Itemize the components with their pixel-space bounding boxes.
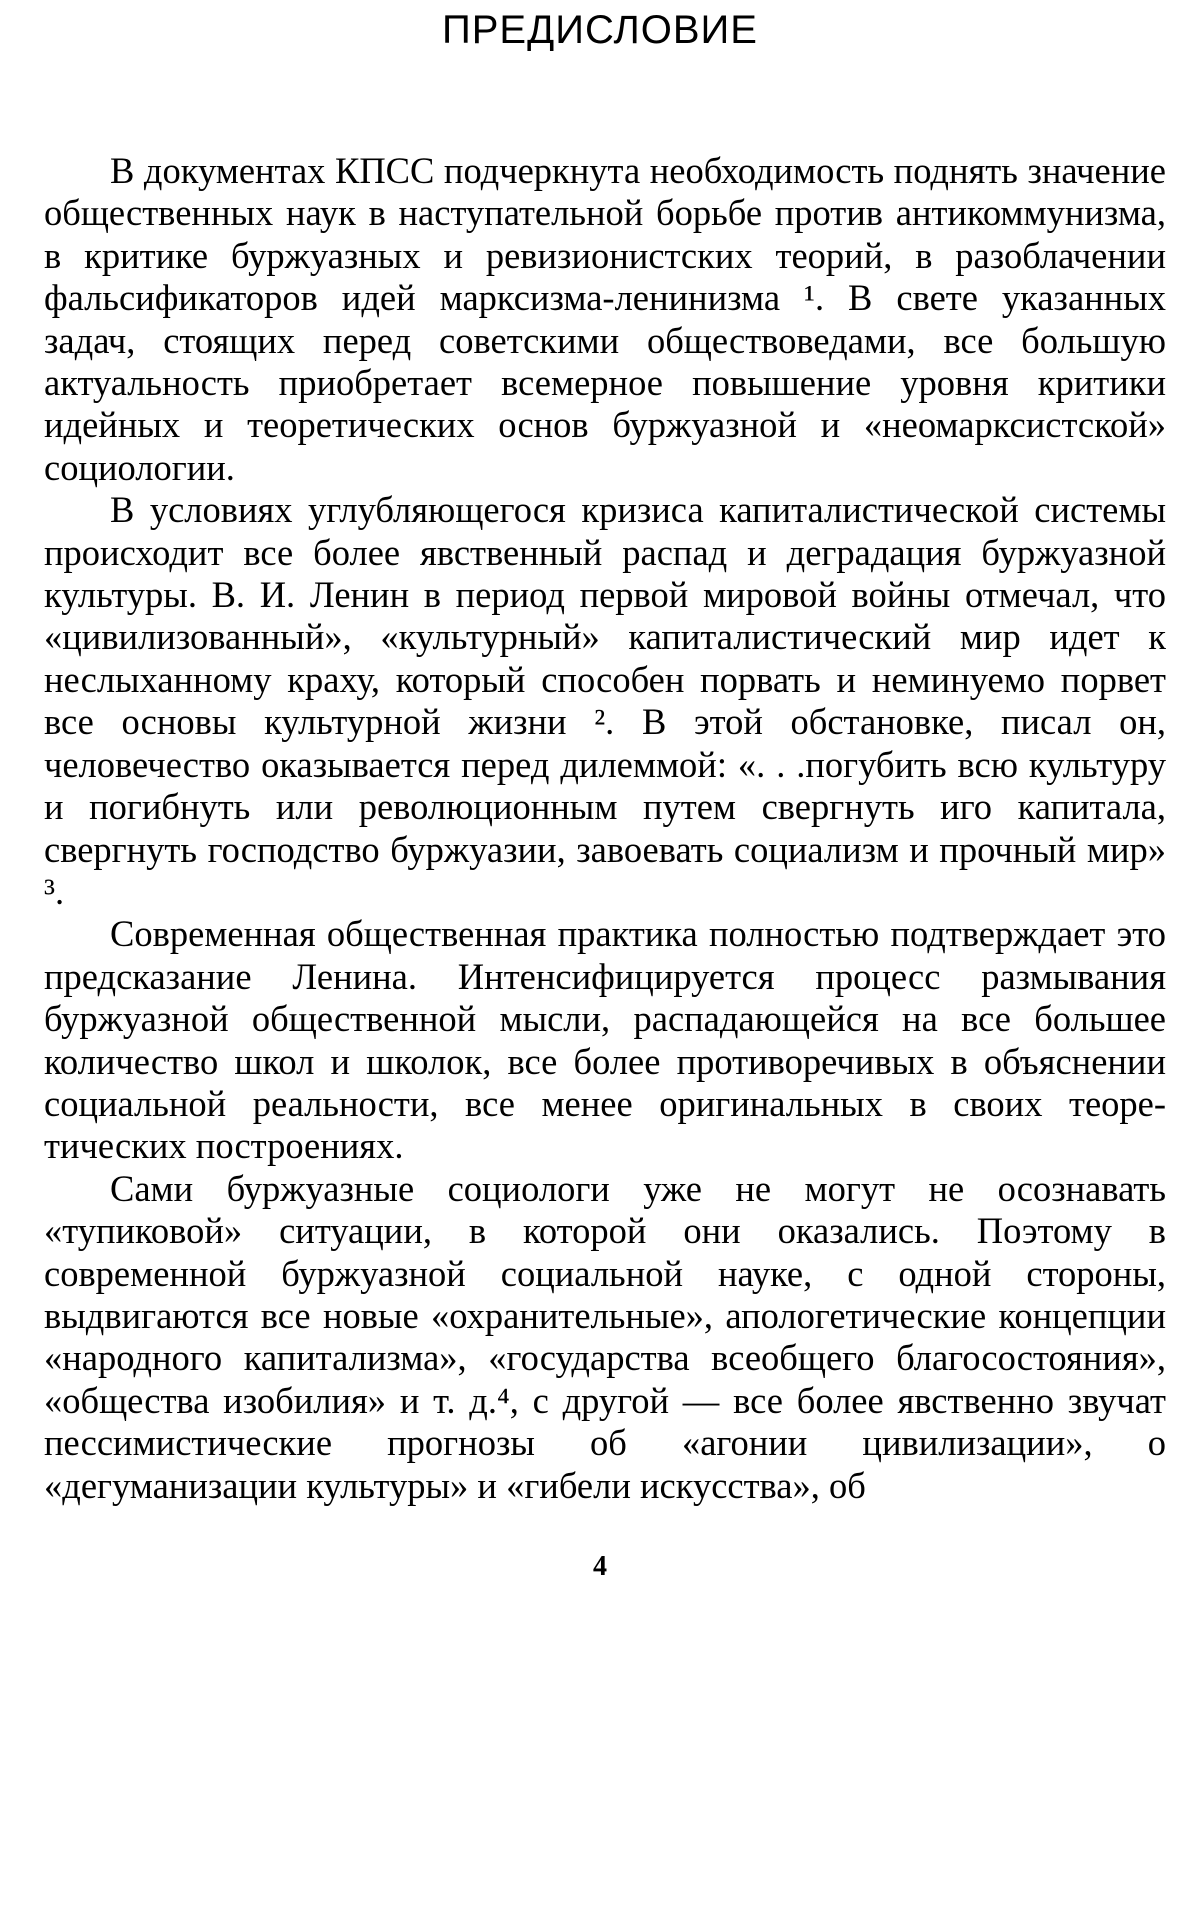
paragraph-3: Современная общественная практика полностью подтверждает это предсказание Ленина. Интенсифицируется процесс размывания буржуазной общественной мысли, распадающейся на все большее количество школ и школок, все более противоречивых в объяснении социальной реальности, все менее оригинальных в своих теоретических построениях. [44, 913, 1166, 1167]
page-number: 4 [593, 1551, 607, 1582]
body-text [44, 150, 1166, 1507]
paragraph-2: В условиях углубляющегося кризиса капиталистической системы происходит все более явственный распад и деградация буржуазной культуры. В. И. Ленин в период первой мировой войны отмечал, что «цивилизованный», «культурный» капиталистический мир идет к неслыханному краху, который способен порвать и неминуемо порвет все основы культурной жизни ². В этой обстановке, писал он, человечество оказывается перед дилеммой: «. . .погубить всю культуру и погибнуть или революционным путем свергнуть иго капитала, свергнуть господство буржуазии, завоевать социализм и прочный мир» ³. [44, 489, 1166, 912]
paragraph-1: В документах КПСС подчеркнута необходимость поднять значение общественных наук в наступательной борьбе против антикоммунизма, в критике буржуазных и ревизионистских теорий, в разоблачении фальсификаторов идей марксизма-ленинизма ¹. В свете указанных задач, стоящих перед советскими обществоведами, все большую актуальность приобретает всемерное повышение уровня критики идейных и теоретических основ буржуазной и «неомарксистской» социологии. [44, 150, 1166, 488]
paragraph-4: Сами буржуазные социологи уже не могут не осознавать «тупиковой» ситуации, в которой они оказались. Поэтому в современной буржуазной социальной науке, с одной стороны, выдвигаются все новые «охранительные», апологетические концепции «народного капитализма», «государства всеобщего благосостояния», «общества изобилия» и т. д.⁴, с другой — все более явственно звучат пессимистические прогнозы об «агонии цивилизации», о «дегуманизации культуры» и «гибели искусства», об [44, 1167, 1166, 1506]
page-title: ПРЕДИСЛОВИЕ [442, 8, 758, 52]
